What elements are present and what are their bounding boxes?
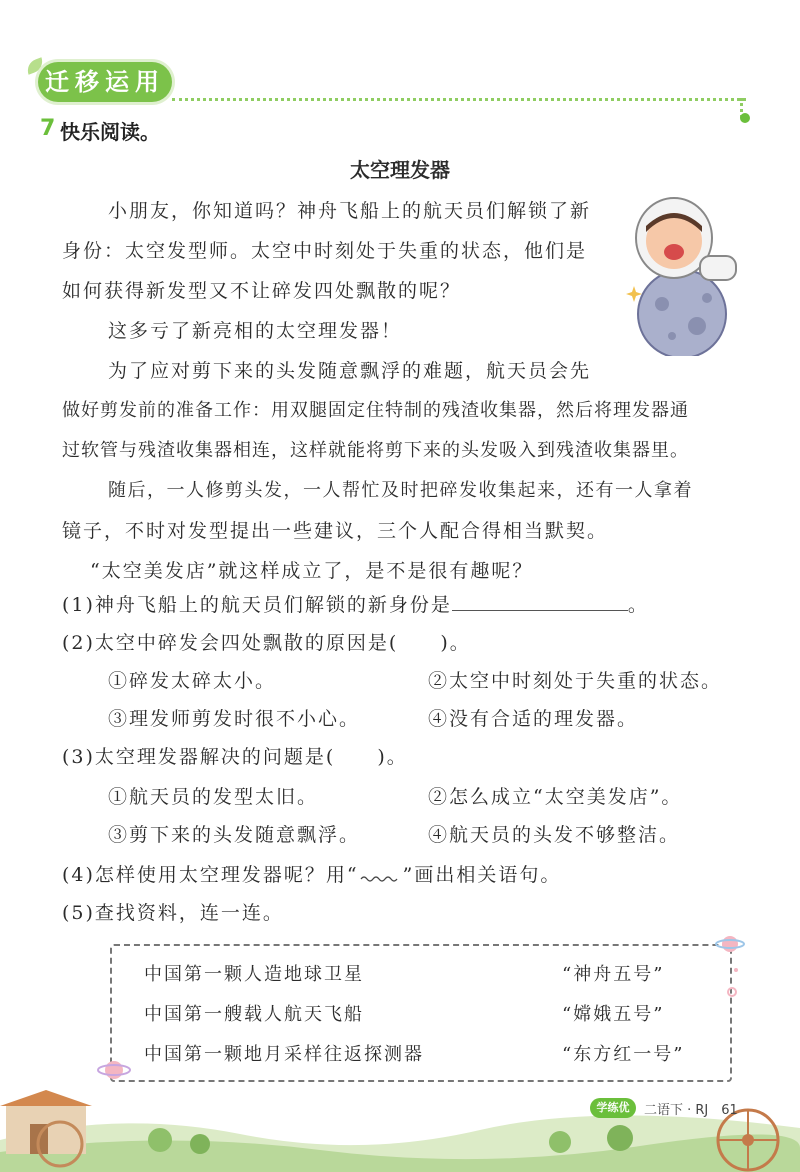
question-4 <box>62 860 561 887</box>
article-line: 随后，一人修剪头发，一人帮忙及时把碎发收集起来，还有一人拿着 <box>108 480 693 501</box>
planet-icon <box>712 930 752 1000</box>
section-badge: 迁移运用 <box>38 62 172 102</box>
article-line: 如何获得新发型又不让碎发四处飘散的呢？ <box>62 280 462 302</box>
match-right-item[interactable]: “东方红一号” <box>562 1044 685 1065</box>
question-5: (5)查找资料，连一连。 <box>62 902 284 924</box>
question-number: 7 <box>40 116 56 141</box>
q2-option-2[interactable]: ②太空中时刻处于失重的状态。 <box>428 670 723 692</box>
divider-dot-icon <box>740 113 750 123</box>
question-2: (2)太空中碎发会四处飘散的原因是( )。 <box>62 632 471 654</box>
question-title: 快乐阅读。 <box>60 120 160 144</box>
astronaut-illustration <box>612 186 752 356</box>
footer-badge: 学练优 <box>590 1098 636 1118</box>
q2-option-4[interactable]: ④没有合适的理发器。 <box>428 708 639 730</box>
question-3: (3)太空理发器解决的问题是( )。 <box>62 746 408 768</box>
question-1 <box>62 590 649 617</box>
planet-icon <box>96 1052 132 1088</box>
article-line: 镜子，不时对发型提出一些建议，三个人配合得相当默契。 <box>62 520 609 542</box>
q3-option-1[interactable]: ①航天员的发型太旧。 <box>108 786 319 808</box>
article-line: 这多亏了新亮相的太空理发器！ <box>108 320 403 342</box>
page-footer: 二语下 · RJ 61 <box>644 1103 738 1118</box>
wavy-underline-icon <box>359 869 403 883</box>
match-right-item[interactable]: “神舟五号” <box>562 964 665 985</box>
match-left-item[interactable]: 中国第一颗地月采样往返探测器 <box>144 1044 424 1065</box>
q2-option-1[interactable]: ①碎发太碎太小。 <box>108 670 277 692</box>
question-1-text: (1)神舟飞船上的航天员们解锁的新身份是 <box>62 594 452 616</box>
article-line: 身份：太空发型师。太空中时刻处于失重的状态，他们是 <box>62 240 588 262</box>
q3-option-4[interactable]: ④航天员的头发不够整洁。 <box>428 824 681 846</box>
article-line: 做好剪发前的准备工作：用双腿固定住特制的残渣收集器，然后将理发器通 <box>62 400 689 421</box>
match-left-item[interactable]: 中国第一艘载人航天飞船 <box>144 1004 364 1025</box>
article-line: 过软管与残渣收集器相连，这样就能将剪下来的头发吸入到残渣收集器里。 <box>62 440 689 461</box>
article-line: 为了应对剪下来的头发随意飘浮的难题，航天员会先 <box>108 360 592 382</box>
match-right-item[interactable]: “嫦娥五号” <box>562 1004 665 1025</box>
q3-option-3[interactable]: ③剪下来的头发随意飘浮。 <box>108 824 361 846</box>
question-4-text: (4)怎样使用太空理发器呢？用“ <box>62 864 359 886</box>
article-line: 小朋友，你知道吗？神舟飞船上的航天员们解锁了新 <box>108 200 592 222</box>
question-1-end: 。 <box>627 594 649 616</box>
q2-option-3[interactable]: ③理发师剪发时很不小心。 <box>108 708 361 730</box>
q3-option-2[interactable]: ②怎么成立“太空美发店”。 <box>428 786 683 808</box>
match-left-item[interactable]: 中国第一颗人造地球卫星 <box>144 964 364 985</box>
article-line: “太空美发店”就这样成立了，是不是很有趣呢？ <box>90 560 534 582</box>
dotted-divider <box>172 98 746 101</box>
answer-blank[interactable] <box>452 592 628 611</box>
question-4-end: ”画出相关语句。 <box>402 864 562 886</box>
article-title: 太空理发器 <box>350 158 450 182</box>
